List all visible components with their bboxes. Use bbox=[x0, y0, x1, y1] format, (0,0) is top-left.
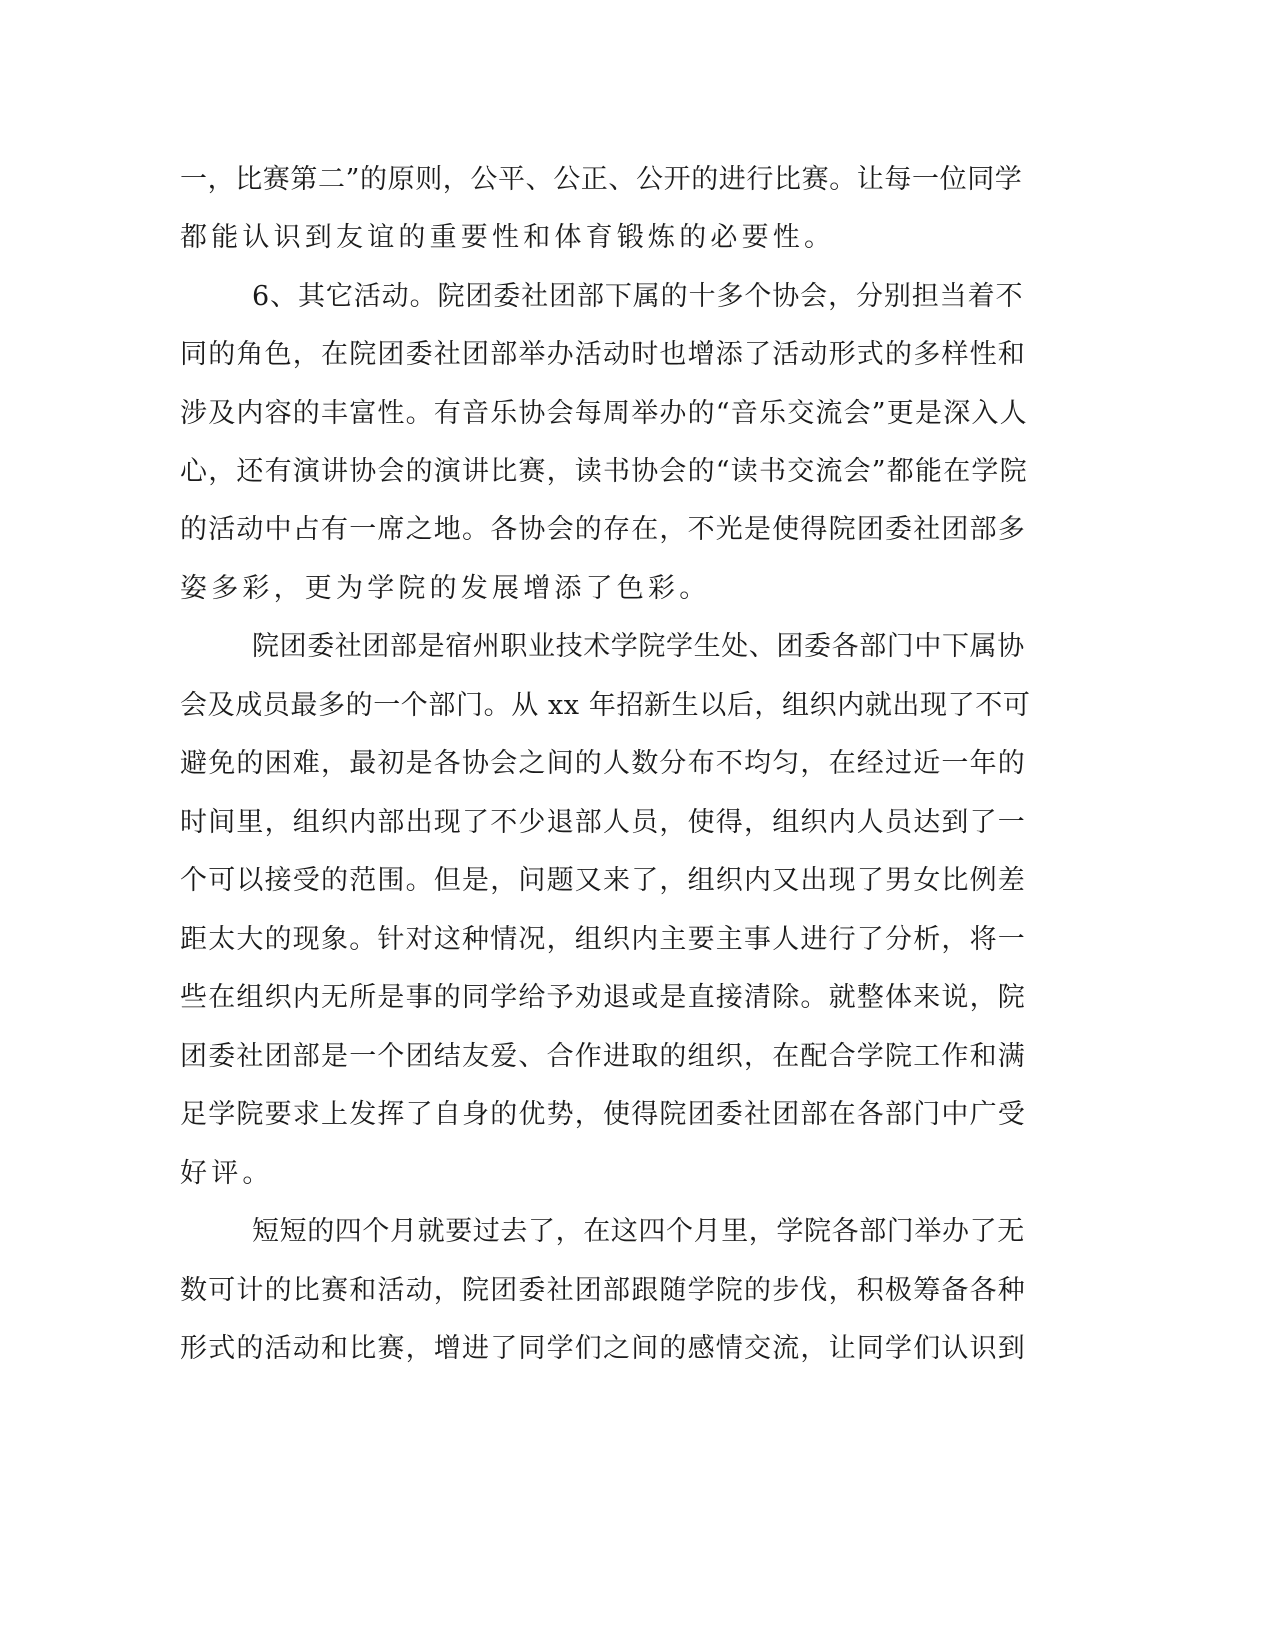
paragraph-start-line: 院团委社团部是宿州职业技术学院学生处、团委各部门中下属协 bbox=[252, 631, 1025, 662]
text-line: 涉及内容的丰富性。有音乐协会每周举办的“音乐交流会”更是深入人 bbox=[180, 398, 1028, 429]
text-line: 些在组织内无所是事的同学给予劝退或是直接清除。就整体来说，院 bbox=[180, 982, 1026, 1013]
text-line: 数可计的比赛和活动，院团委社团部跟随学院的步伐，积极筹备各种 bbox=[180, 1275, 1026, 1306]
text-line: 避免的困难，最初是各协会之间的人数分布不均匀，在经过近一年的 bbox=[180, 748, 1026, 779]
text-line: 个可以接受的范围。但是，问题又来了，组织内又出现了男女比例差 bbox=[180, 865, 1026, 896]
text-line: 形式的活动和比赛，增进了同学们之间的感情交流，让同学们认识到 bbox=[180, 1333, 1026, 1364]
text-line: 足学院要求上发挥了自身的优势，使得院团委社团部在各部门中广受 bbox=[180, 1099, 1026, 1130]
text-line: 会及成员最多的一个部门。从 xx 年招新生以后，组织内就出现了不可 bbox=[180, 690, 1031, 721]
text-line: 的活动中占有一席之地。各协会的存在，不光是使得院团委社团部多 bbox=[180, 514, 1026, 545]
text-line: 时间里，组织内部出现了不少退部人员，使得，组织内人员达到了一 bbox=[180, 807, 1026, 838]
text-line: 姿多彩，更为学院的发展增添了色彩。 bbox=[180, 573, 711, 604]
text-line: 距太大的现象。针对这种情况，组织内主要主事人进行了分析，将一 bbox=[180, 924, 1026, 955]
paragraph-start-line: 短短的四个月就要过去了，在这四个月里，学院各部门举办了无 bbox=[252, 1216, 1025, 1247]
text-line: 心，还有演讲协会的演讲比赛，读书协会的“读书交流会”都能在学院 bbox=[180, 456, 1028, 487]
text-line: 团委社团部是一个团结友爱、合作进取的组织，在配合学院工作和满 bbox=[180, 1041, 1026, 1072]
paragraph-start-line: 6、其它活动。院团委社团部下属的十多个协会，分别担当着不 bbox=[252, 281, 1024, 312]
text-line: 同的角色，在院团委社团部举办活动时也增添了活动形式的多样性和 bbox=[180, 339, 1026, 370]
text-line: 好评。 bbox=[180, 1158, 274, 1189]
text-line: 一，比赛第二”的原则，公平、公正、公开的进行比赛。让每一位同学 bbox=[180, 164, 1023, 195]
text-line: 都能认识到友谊的重要性和体育锻炼的必要性。 bbox=[180, 222, 836, 253]
